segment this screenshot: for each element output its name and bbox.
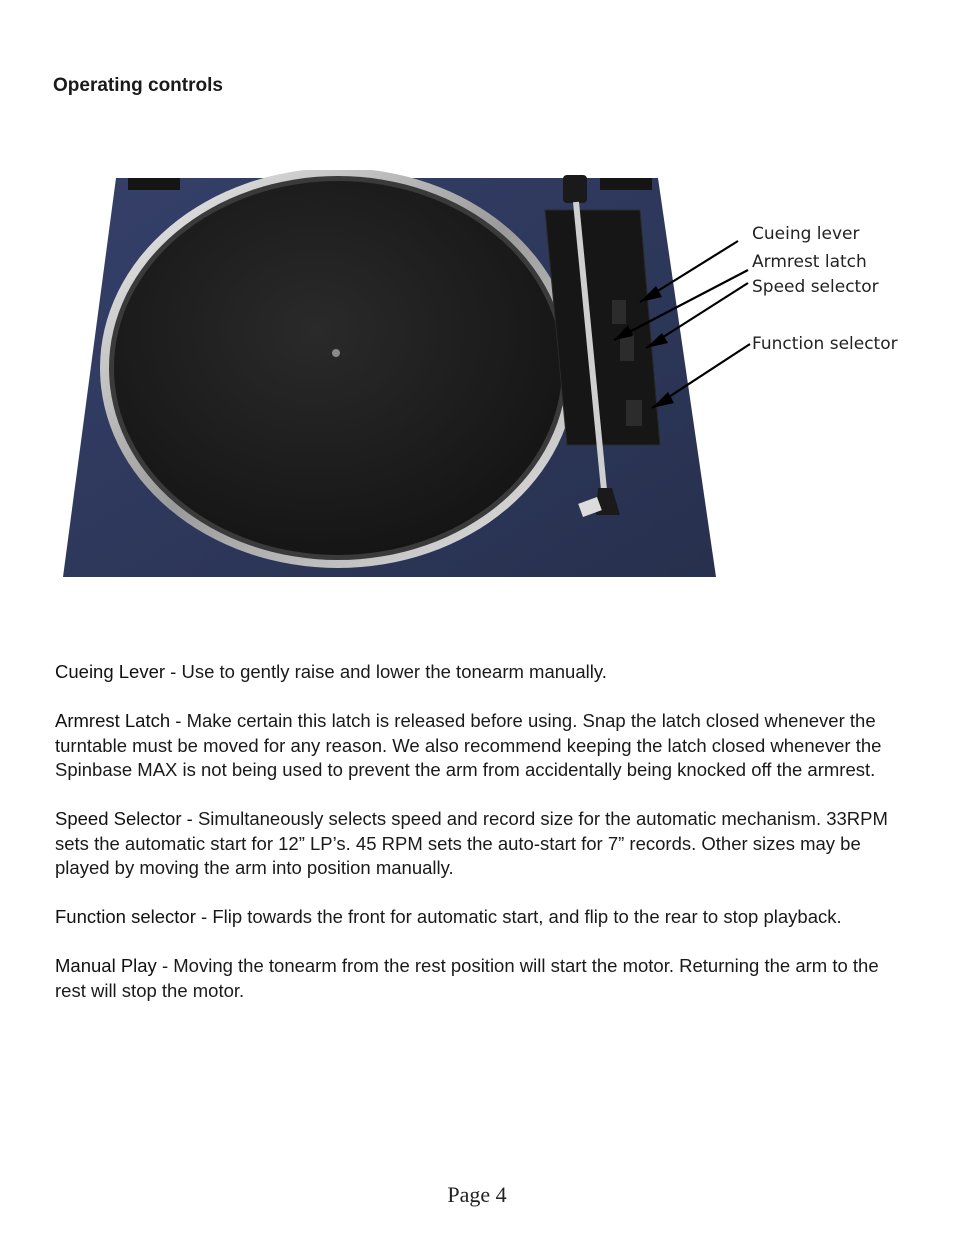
desc-armrest-latch: - Make certain this latch is released before using. Snap the latch closed whenever the turntable must be moved for any reason. We also recommend keeping the latch closed whenever the Spinbase MAX is not being used to prevent the arm from accidentally being knocked off the armrest. — [55, 710, 882, 780]
description-text — [55, 660, 895, 1028]
callout-cueing-lever: Cueing lever — [752, 224, 860, 244]
desc-cueing-lever: - Use to gently raise and lower the tonearm manually. — [165, 661, 607, 682]
hinge-right — [600, 178, 652, 190]
spindle — [332, 349, 340, 357]
desc-speed-selector: - Simultaneously selects speed and record size for the automatic mechanism. 33RPM sets the automatic start for 12” LP’s. 45 RPM sets the auto-start for 7” records. Other sizes may be played by moving the arm into position manually. — [55, 808, 888, 878]
section-heading: Operating controls — [53, 75, 223, 96]
term-manual-play: Manual Play — [55, 955, 157, 976]
callout-speed-selector: Speed selector — [752, 277, 879, 297]
switch-upper — [612, 300, 626, 324]
term-speed-selector: Speed Selector — [55, 808, 182, 829]
turntable-figure — [0, 170, 954, 585]
paragraph-speed-selector — [55, 807, 895, 881]
paragraph-manual-play — [55, 954, 895, 1003]
hinge-left — [128, 178, 180, 190]
platter-mat — [114, 181, 562, 555]
term-cueing-lever: Cueing Lever — [55, 661, 166, 682]
term-function-selector: Function selector — [55, 906, 196, 927]
tonearm-counterweight — [563, 175, 587, 203]
term-armrest-latch: Armrest Latch — [55, 710, 171, 731]
switch-lower — [626, 400, 642, 426]
callout-function-selector: Function selector — [752, 334, 898, 354]
callout-armrest-latch: Armrest latch — [752, 252, 867, 272]
paragraph-cueing-lever — [55, 660, 895, 685]
paragraph-function-selector — [55, 905, 895, 930]
paragraph-armrest-latch — [55, 709, 895, 783]
desc-function-selector: - Flip towards the front for automatic start, and ﬂip to the rear to stop playback. — [195, 906, 842, 927]
page-number: Page 4 — [447, 1182, 507, 1207]
switch-middle — [620, 335, 634, 361]
desc-manual-play: - Moving the tonearm from the rest position will start the motor. Returning the arm to the rest will stop the motor. — [55, 955, 879, 1001]
